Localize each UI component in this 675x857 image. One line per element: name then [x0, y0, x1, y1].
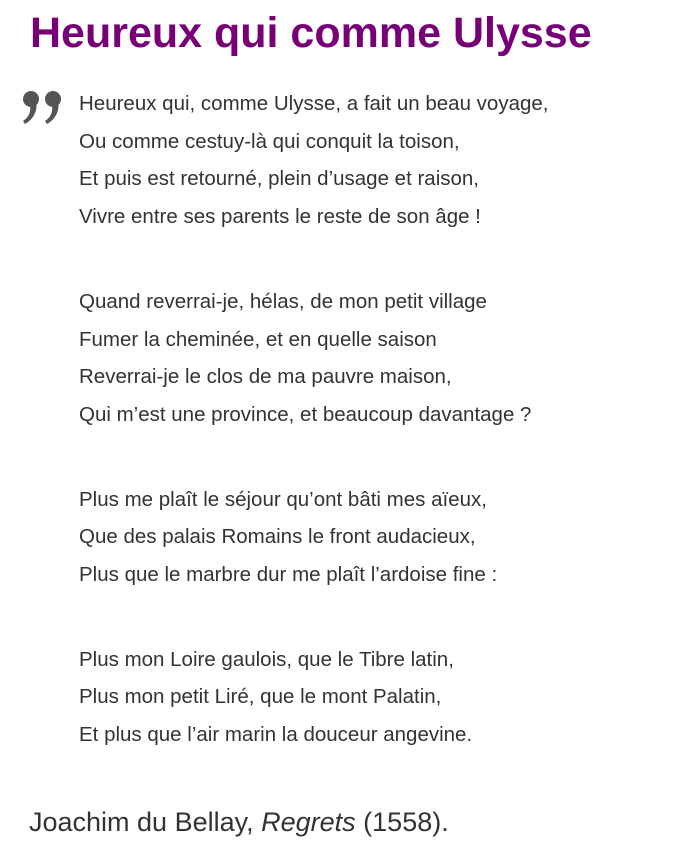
attribution-author: Joachim du Bellay, [29, 807, 262, 837]
stanza-1 [79, 85, 659, 236]
poem-line: Plus que le marbre dur me plaît l’ardoise fine : [79, 563, 498, 587]
poem-line: Heureux qui, comme Ulysse, a fait un beau voyage, [79, 92, 549, 115]
poem-line: Quand reverrai-je, hélas, de mon petit village [79, 289, 487, 313]
poem-line: Reverrai-je le clos de ma pauvre maison, [79, 365, 452, 389]
poem-line: Et plus que l’air marin la douceur angevine. [79, 723, 473, 747]
poem-line: Plus me plaît le séjour qu’ont bâti mes aïeux, [79, 487, 487, 511]
poem-line: Fumer la cheminée, et en quelle saison [79, 327, 437, 351]
poem-line: Ou comme cestuy-là qui conquit la toison, [79, 129, 460, 153]
poem-line: Vivre entre ses parents le reste de son âge ! [79, 205, 481, 229]
attribution-work: Regrets [261, 807, 356, 837]
attribution-year: (1558). [355, 807, 449, 837]
poem-line: Que des palais Romains le front audacieux, [79, 525, 476, 549]
attribution [29, 802, 449, 842]
poem [79, 85, 659, 801]
closing-quote-icon [22, 90, 66, 126]
page-title: Heureux qui comme Ulysse [30, 9, 592, 57]
stanza-3 [79, 481, 659, 594]
poem-line: Qui m’est une province, et beaucoup davantage ? [79, 402, 532, 426]
stanza-2 [79, 283, 659, 434]
poem-line: Plus mon Loire gaulois, que le Tibre latin, [79, 647, 454, 671]
poem-line: Plus mon petit Liré, que le mont Palatin, [79, 685, 442, 709]
poem-line: Et puis est retourné, plein d’usage et raison, [79, 167, 479, 191]
stanza-4 [79, 641, 659, 754]
